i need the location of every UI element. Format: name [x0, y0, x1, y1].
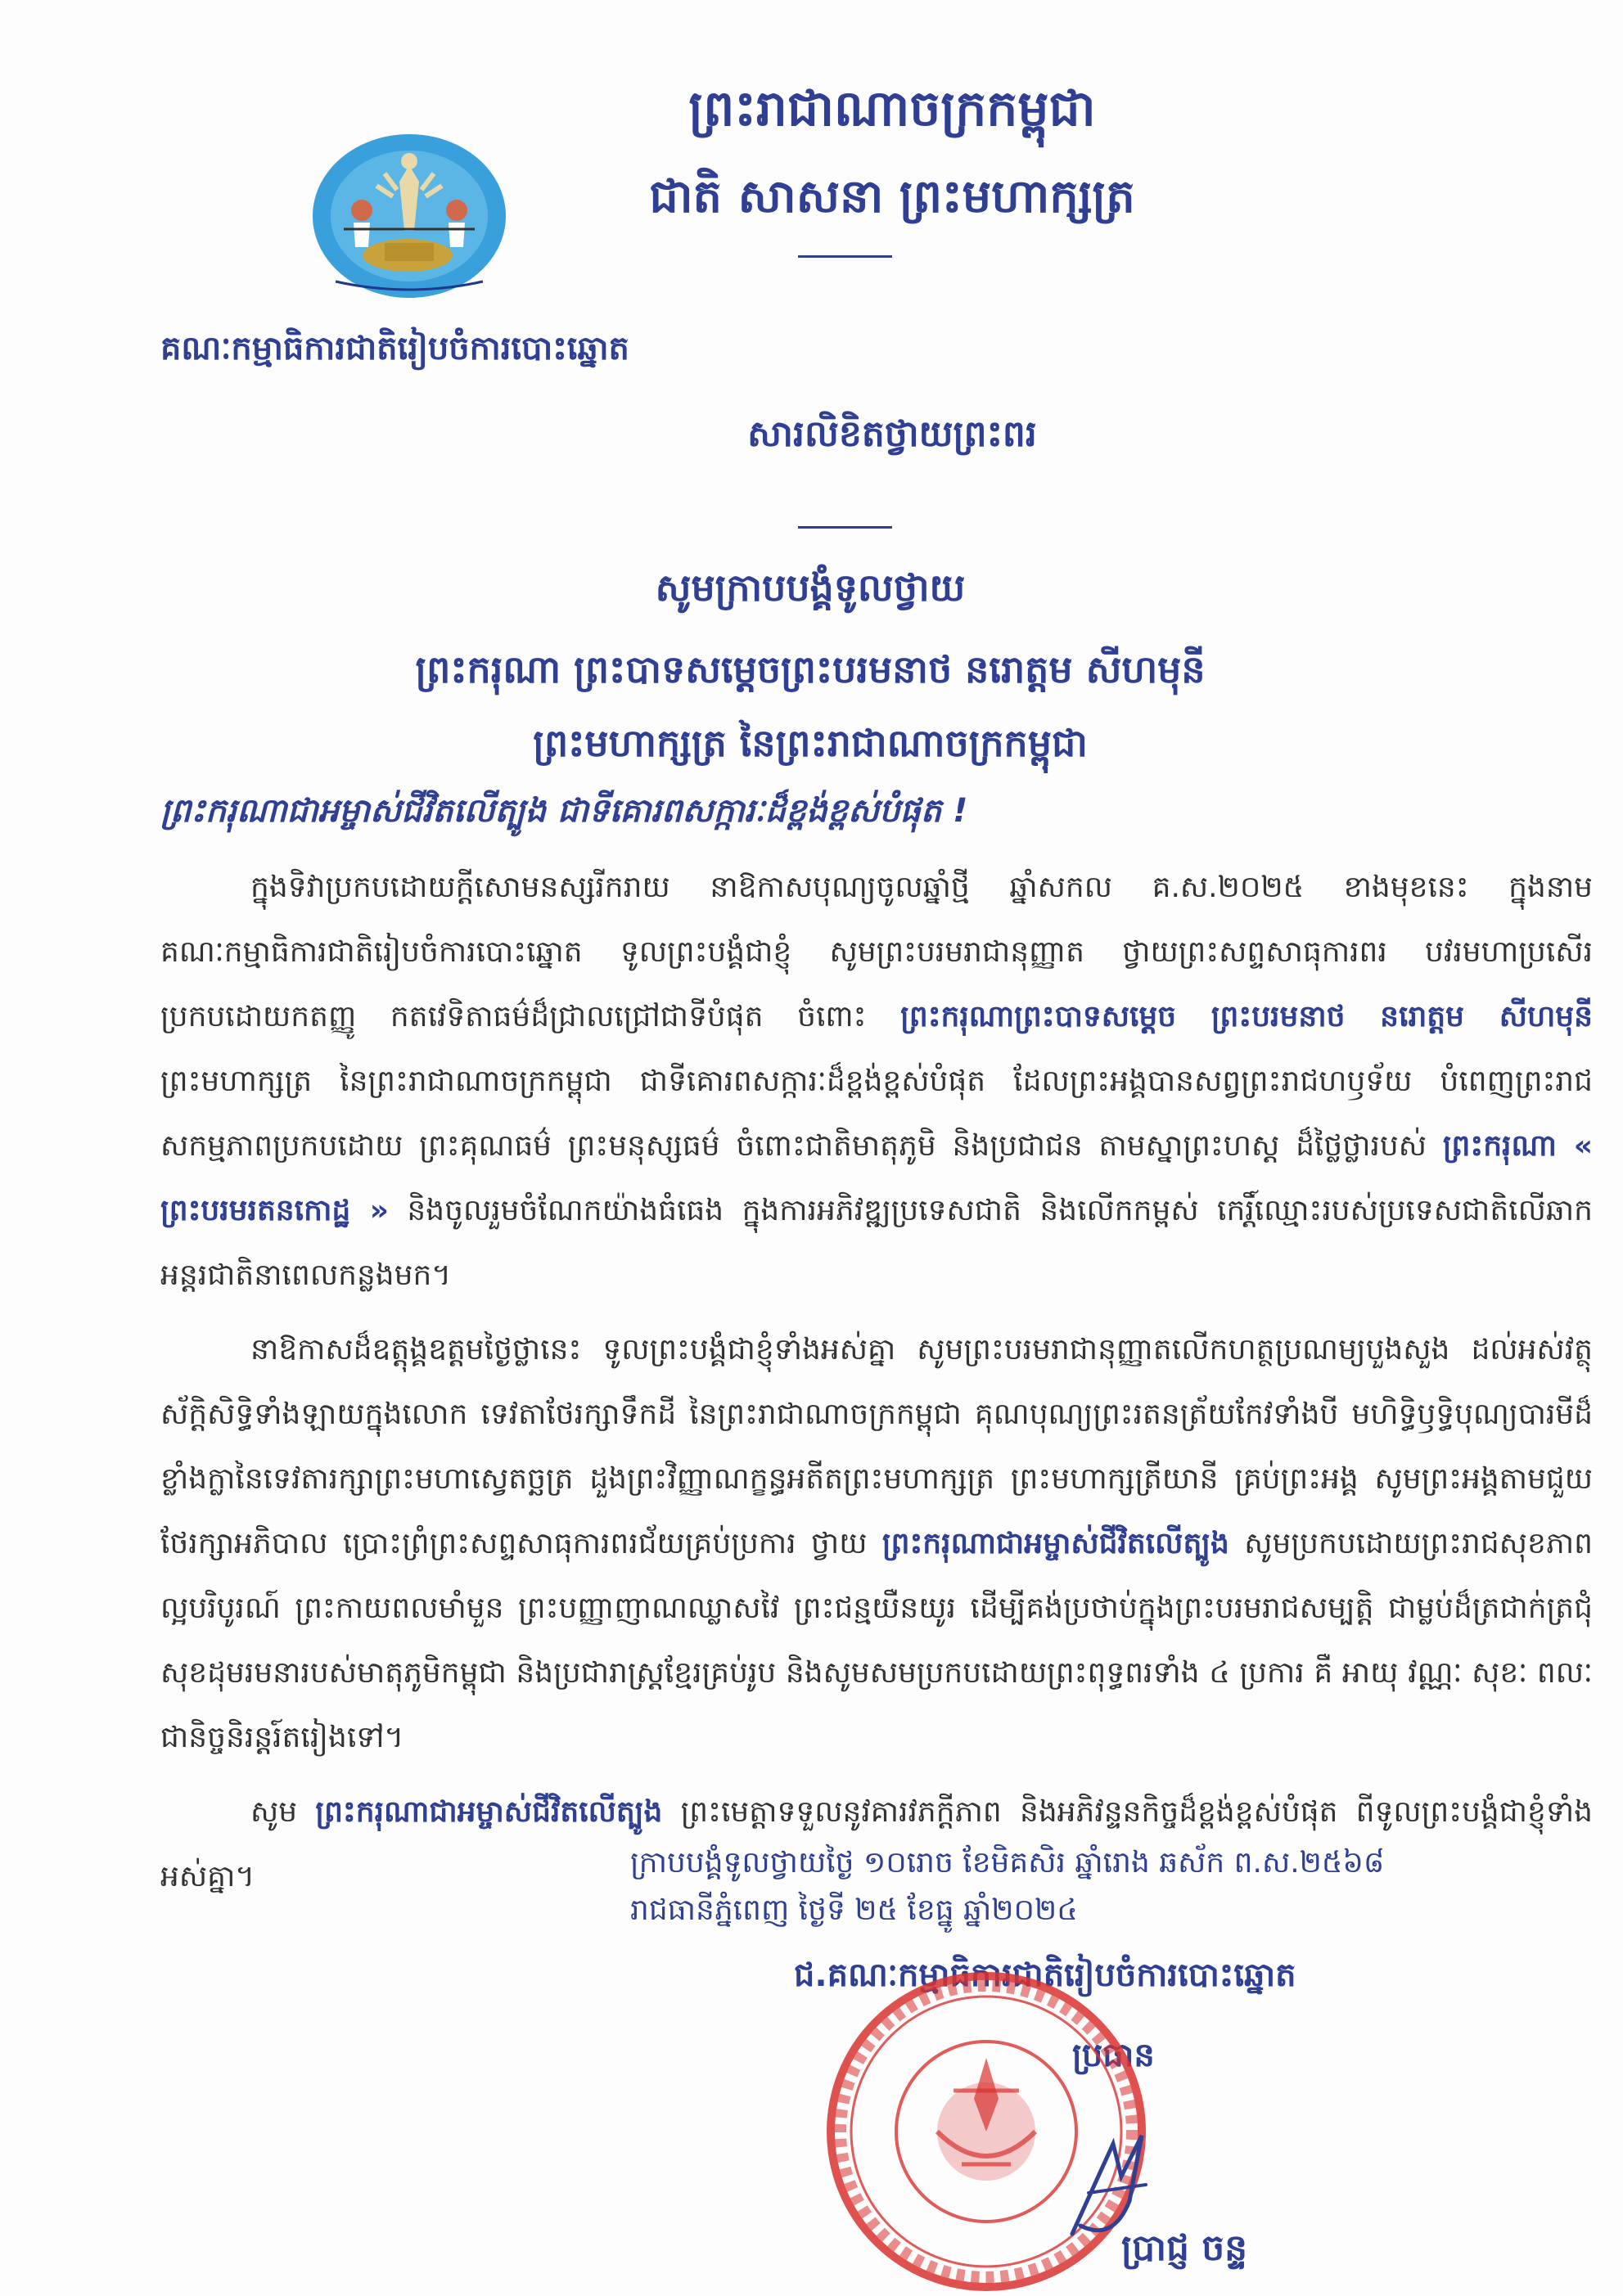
letter-type: សារលិខិតថ្វាយព្រះពរ: [747, 413, 1037, 455]
paragraph-2-text-a: នាឱកាសដ៏ឧត្តុង្គឧត្តមថ្ងៃថ្លានេះ ទូលព្រះបង្គំជាខ្ញុំទាំងអស់គ្នា សូមព្រះបរមរាជានុញ្ញាតលើកហត្ថប្រណម្យបួងសួង ដល់អស់វត្ថុស័ក្តិសិទ្ធិទាំងឡាយក្នុងលោក ទេវតាថែរក្សាទឹកដី នៃព្រះរាជាណាចក្រកម្ពុជា គុណបុណ្យព្រះរតនត្រ័យកែវទាំងបី មហិទ្ធិឫទ្ធិបុណ្យបារមីដ៏ខ្លាំងក្លានៃទេវតារក្សាព្រះមហាស្វេតច្ឆត្រ ដួងព្រះវិញ្ញាណក្ខន្ធអតីតព្រះមហាក្សត្រ ព្រះមហាក្សត្រីយានី គ្រប់ព្រះអង្គ សូមព្រះអង្គតាមជួយថែរក្សាអភិបាល ប្រោះព្រំព្រះសព្ទសាធុការពរជ័យគ្រប់ប្រការ ថ្វាយ: [160, 1333, 1593, 1560]
paragraph-3-king-title: ព្រះករុណាជាអម្ចាស់ជីវិតលើត្បូង: [315, 1795, 663, 1829]
header-divider: [798, 255, 892, 258]
paragraph-1-text-a: ក្នុងទិវាប្រកបដោយក្តីសោមនស្សរីករាយ នាឱកាសបុណ្យចូលឆ្នាំថ្មី ឆ្នាំសកល គ.ស.២០២៥ ខាងមុខនេះ ក្នុងនាម គណៈកម្មាធិការជាតិរៀបចំការបោះឆ្នោត ទូលព្រះបង្គំជាខ្ញុំ សូមព្រះបរមរាជានុញ្ញាត ថ្វាយព្រះសព្ទសាធុការពរ បវរមហាប្រសើរ ប្រកបដោយកតញ្ញូ កតវេទិតាធម៌ដ៏ជ្រាលជ្រៅជាទីបំផុត ចំពោះ: [160, 871, 1593, 1033]
signing-organization: ជ.គណៈកម្មាធិការជាតិរៀបចំការបោះឆ្នោត: [794, 1956, 1296, 1994]
letter-body: [160, 855, 1593, 1919]
paragraph-1: [160, 855, 1593, 1308]
nec-emblem-icon: [311, 133, 507, 300]
signer-name: ប្រាជ្ញ ចន្ទ: [1121, 2227, 1248, 2269]
paragraph-1-king-father: ព្រះករុណា « ព្រះបរមរតនកោដ្ឋ »: [160, 1129, 1593, 1227]
date-solar: រាជធានីភ្នំពេញ ថ្ងៃទី ២៥ ខែធ្នូ ឆ្នាំ២០២៤: [630, 1893, 1078, 1927]
committee-name: គណៈកម្មាធិការជាតិរៀបចំការបោះឆ្នោត: [160, 330, 629, 367]
kingdom-title: ព្រះរាជាណាចក្រកម្ពុជា: [688, 80, 1096, 137]
paragraph-2-king-title: ព្រះករុណាជាអម្ចាស់ជីវិតលើត្បូង: [881, 1527, 1229, 1560]
signature-block: [630, 1839, 1571, 2074]
paragraph-1-text-b: ព្រះមហាក្សត្រ នៃព្រះរាជាណាចក្រកម្ពុជា ជាទីគោរពសក្ការៈដ៏ខ្ពង់ខ្ពស់បំផុត ដែលព្រះអង្គបានសព្វព្រះរាជហឫទ័យ បំពេញព្រះរាជសកម្មភាពប្រកបដោយ ព្រះគុណធម៌ ព្រះមនុស្សធម៌ ចំពោះជាតិមាតុភូមិ និងប្រជាជន តាមស្នាព្រះហស្ត ដ៏ថ្លៃថ្លារបស់: [160, 1065, 1593, 1163]
paragraph-1-text-c: និងចូលរួមចំណែកយ៉ាងធំធេង ក្នុងការអភិវឌ្ឍប្រទេសជាតិ និងលើកកម្ពស់ កេរ្តិ៍ឈ្មោះរបស់ប្រទេសជាតិលើឆាកអន្តរជាតិនាពេលកន្លងមក។: [160, 1194, 1593, 1292]
paragraph-3-text-a: សូម: [250, 1795, 316, 1829]
addressee-line-2: ព្រះករុណា ព្រះបាទសម្តេចព្រះបរមនាថ នរោត្តម សីហមុនី: [415, 647, 1206, 691]
paragraph-2: [160, 1317, 1593, 1770]
greeting-line: ព្រះករុណាជាអម្ចាស់ជីវិតលើត្បូង ជាទីគោរពសក្ការៈដ៏ខ្ពង់ខ្ពស់បំផុត !: [160, 792, 968, 830]
paragraph-2-text-b: សូមប្រកបដោយព្រះរាជសុខភាពល្អបរិបូរណ៍ ព្រះកាយពលមាំមួន ព្រះបញ្ញាញាណឈ្លាសវៃ ព្រះជន្មយឺនយូរ ដើម្បីគង់ប្រថាប់ក្នុងព្រះបរមរាជសម្បត្តិ ជាម្លប់ដ៏ត្រជាក់ត្រជុំសុខដុមរមនារបស់មាតុភូមិកម្ពុជា និងប្រជារាស្ត្រខ្មែរគ្រប់រូប និងសូមសមប្រកបដោយព្រះពុទ្ធពរទាំង ៤ ប្រការ គឺ អាយុ វណ្ណៈ សុខៈ ពលៈ ជានិច្ចនិរន្តរ៍តរៀងទៅ។: [160, 1527, 1594, 1754]
paragraph-3-text-b: ព្រះមេត្តាទទួលនូវគារវភក្តីភាព និងអភិវន្ទនកិច្ចដ៏ខ្ពង់ខ្ពស់បំផុត ពីទូលព្រះបង្គំជាខ្ញុំទាំងអស់គ្នា។: [160, 1795, 1593, 1893]
signer-position: ប្រធាន: [1072, 2037, 1155, 2074]
addressee-line-3: ព្រះមហាក្សត្រ នៃព្រះរាជាណាចក្រកម្ពុជា: [533, 721, 1088, 765]
title-divider: [798, 526, 892, 529]
national-motto: ជាតិ សាសនា ព្រះមហាក្សត្រ: [649, 170, 1135, 223]
paragraph-1-king-name: ព្រះករុណាព្រះបាទសម្តេច ព្រះបរមនាថ នរោត្តម សីហមុនី: [900, 1000, 1593, 1033]
date-lunar: ក្រាបបង្គំទូលថ្វាយថ្ងៃ ១០រោច ខែមិគសិរ ឆ្នាំរោង ឆស័ក ព.ស.២៥៦៨: [630, 1846, 1385, 1880]
addressee-line-1: សូមក្រាបបង្គំទូលថ្វាយ: [655, 565, 966, 610]
